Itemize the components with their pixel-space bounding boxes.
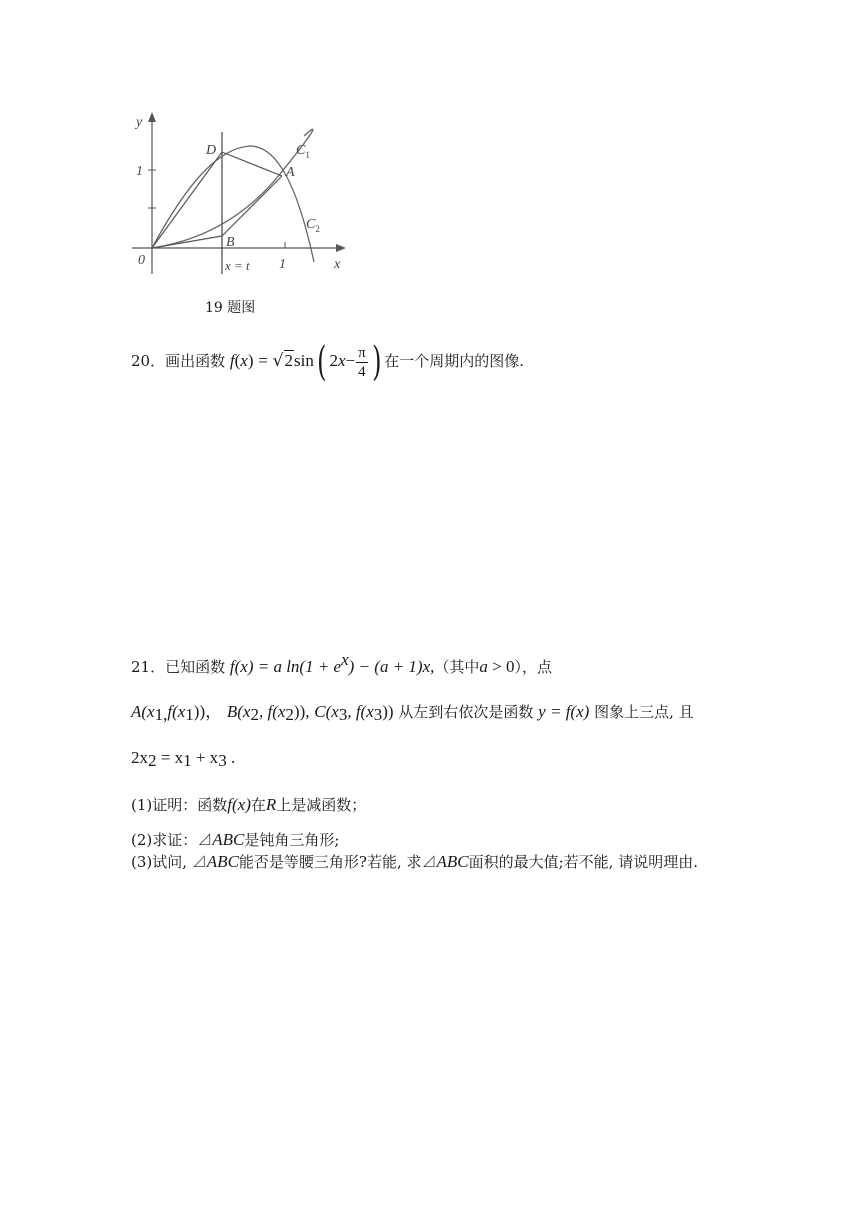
- y-axis-label: y: [136, 115, 143, 130]
- q20-suffix: 在一个周期内的图像.: [384, 352, 525, 370]
- point-a-label: A: [286, 165, 295, 180]
- question-21-line1: 21．已知函数 f(x) = a $\ln(1 + e^x) - (a + 1)x$,（其中a > 0），点: [131, 650, 553, 676]
- q20-sin: sin: [294, 351, 314, 370]
- q20-number: 20．: [131, 352, 166, 370]
- figure-caption: 19 题图: [205, 300, 256, 316]
- point-b-label: B: [226, 235, 235, 250]
- y-tick-1-label: 1: [136, 164, 143, 179]
- question-21-part2: (2)求证：⊿ABC是钝角三角形;: [131, 830, 340, 849]
- question-21-line3: $2x_2 = x_1 + x_3$ .: [131, 748, 236, 770]
- q20-sqrt-arg: 2: [284, 351, 294, 370]
- segment-0b: [152, 236, 222, 248]
- segment-ba: [222, 176, 282, 236]
- question-21-part3: (3)试问, ⊿ABC能否是等腰三角形?若能, 求⊿ABC面积的最大值;若不能, 请说明理由.: [131, 852, 698, 871]
- point-d-label: D: [206, 143, 217, 158]
- question-21-part1: (1)证明：函数f(x)在R上是减函数；: [131, 795, 367, 814]
- y-axis-arrow-icon: [148, 112, 156, 122]
- segment-0d: [152, 152, 222, 248]
- x-axis-arrow-icon: [336, 244, 346, 252]
- q20-func: f: [229, 351, 235, 370]
- question-21-line2: $A(x_{1,}f(x_1))$， $B(x_2$, $f(x_2)$), $C(x_3$, $f(x_3)$) 从左到右依次是函数 y = f(x) 图象上三点, 且: [131, 702, 694, 724]
- figure-19: [120, 108, 360, 288]
- x-tick-1-label: 1: [279, 257, 286, 272]
- q21-func-expr: f(x) = a ln(1 + e: [229, 657, 342, 676]
- question-20: 20．画出函数 f(x) = √2sin( 2x− $\frac{\pi}{4}$ ) 在一个周期内的图像.: [131, 339, 525, 385]
- q20-fraction: $\frac{\pi}{4}$: [358, 344, 366, 380]
- curve-c1-label: $C_1$: [296, 143, 310, 160]
- curve-c2-label: $C_2$: [306, 217, 320, 234]
- segment-da: [222, 152, 282, 176]
- q20-prefix: 画出函数: [165, 352, 226, 370]
- curve-c1: [152, 129, 313, 248]
- origin-label: 0: [138, 253, 145, 268]
- x-eq-t-label: x = t: [225, 258, 250, 273]
- x-axis-label: x: [334, 257, 341, 272]
